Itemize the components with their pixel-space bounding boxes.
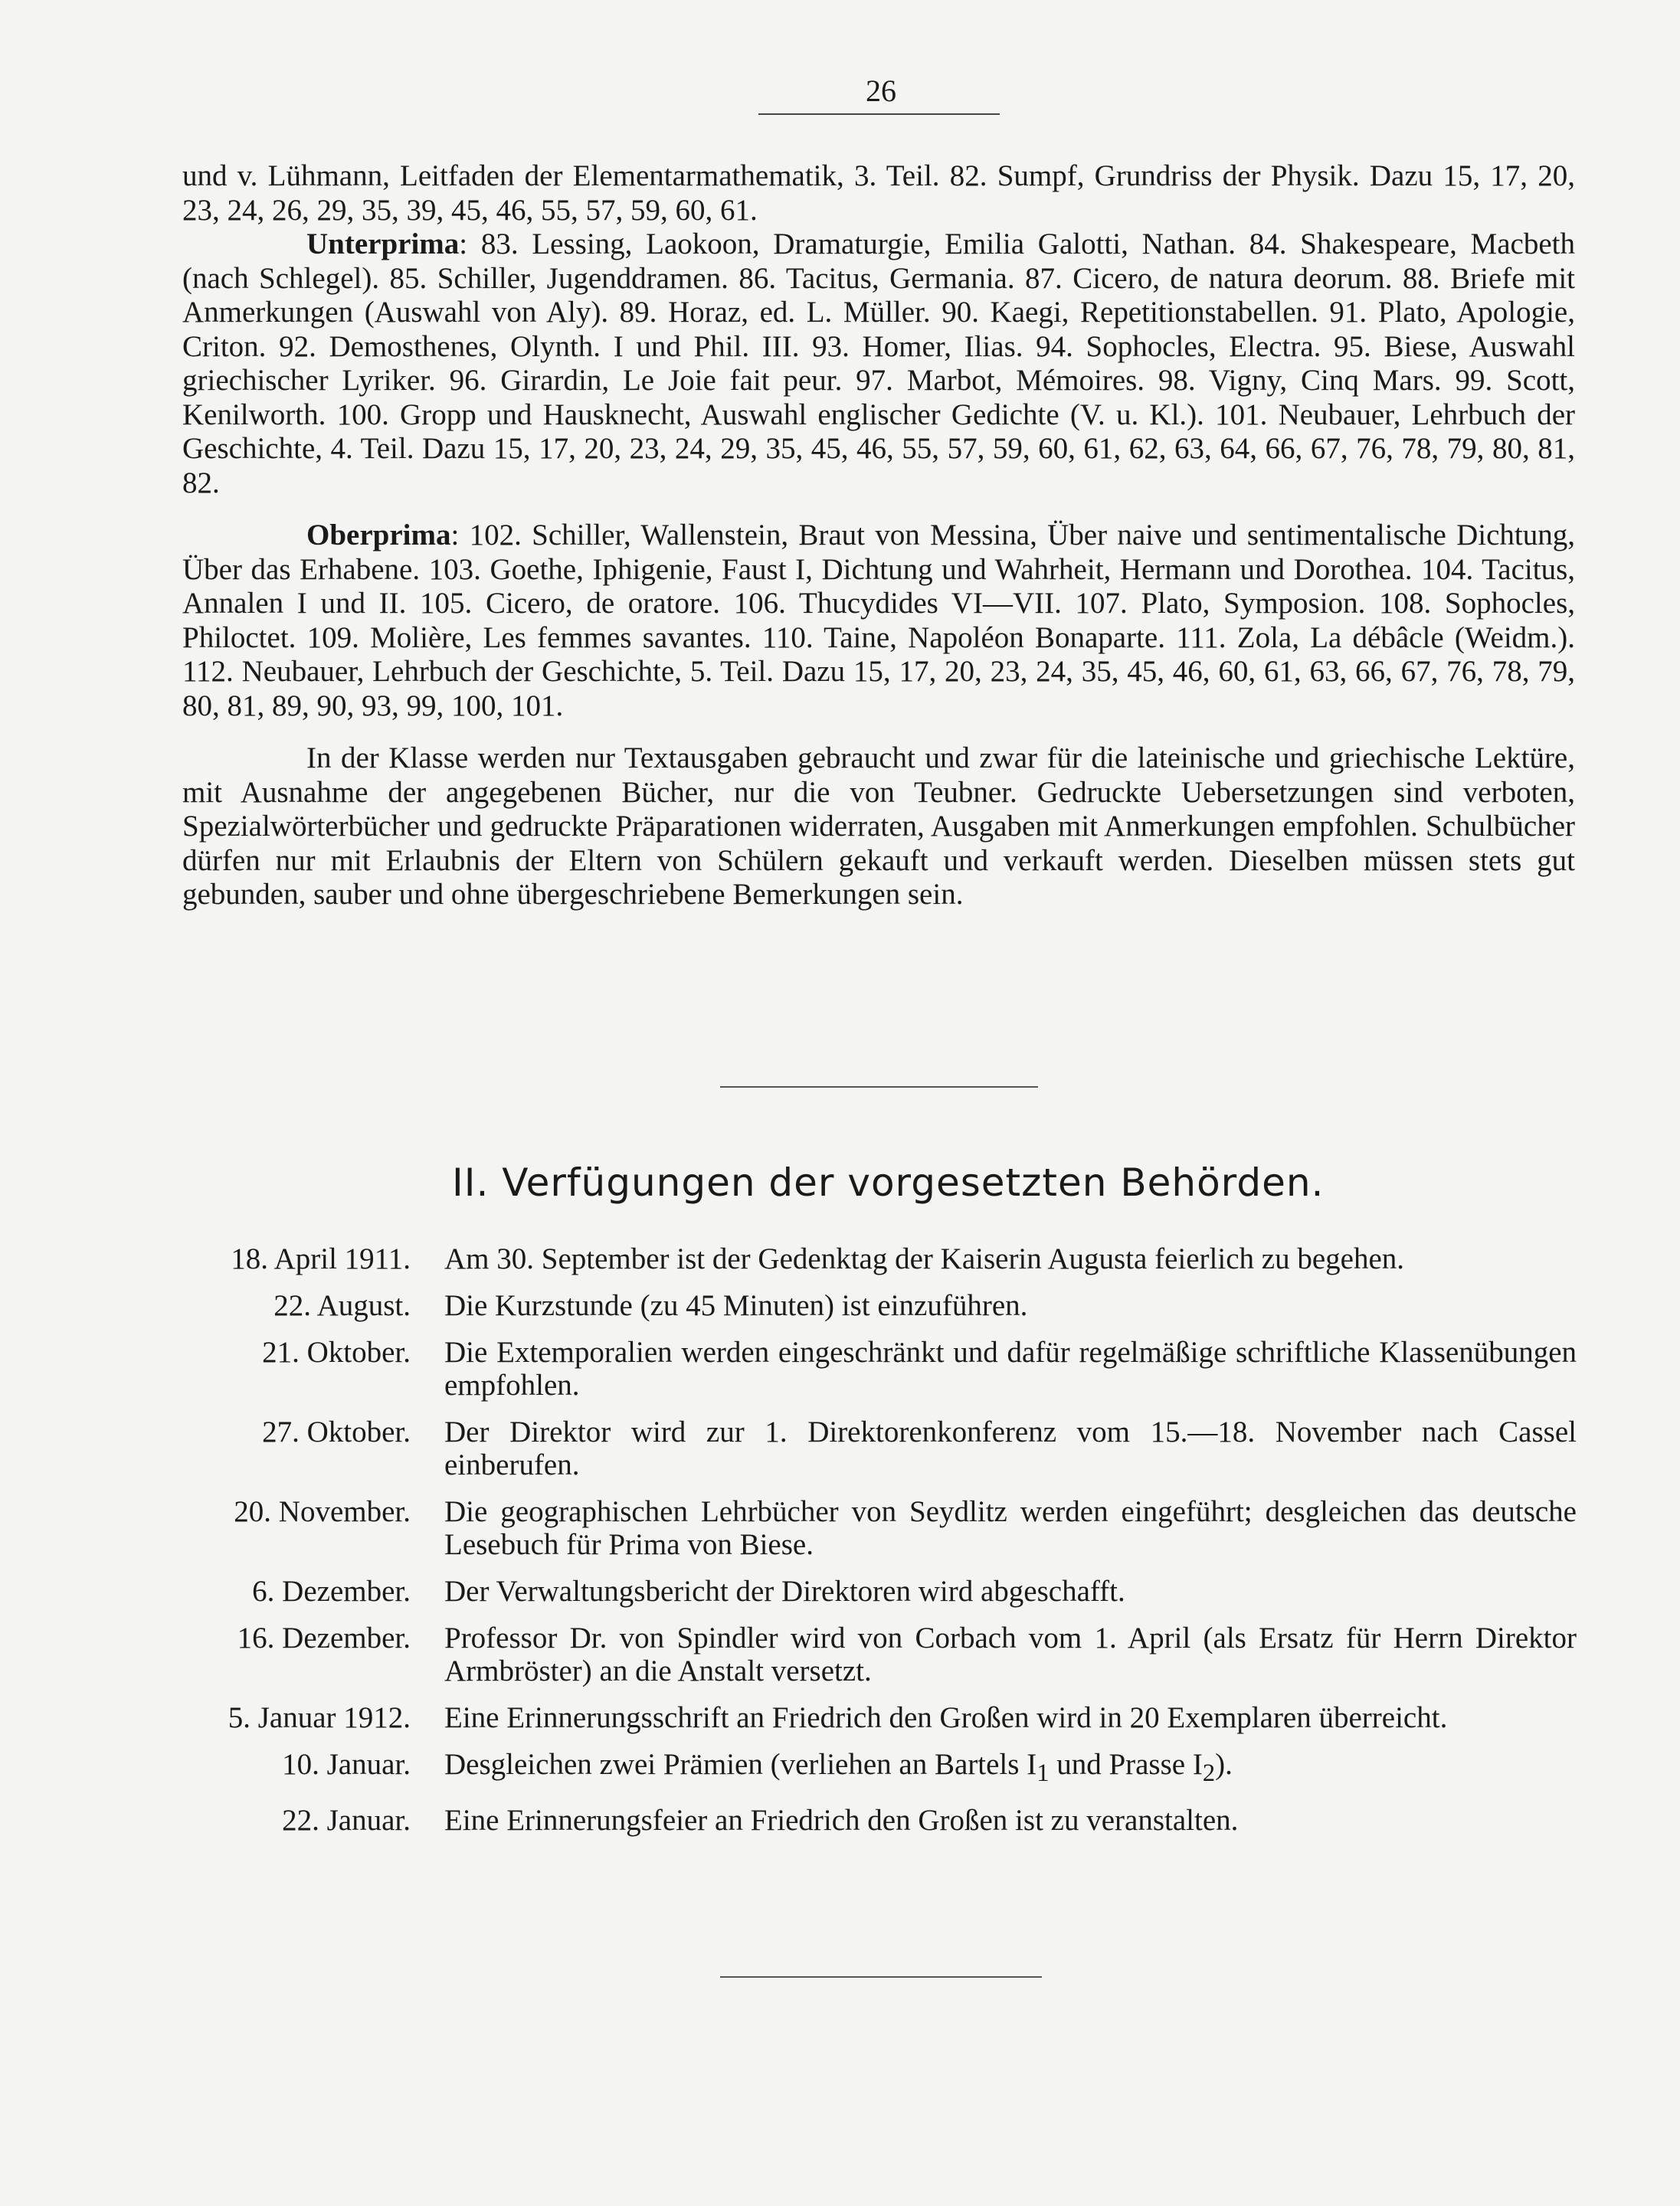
- decree-entry: [175, 1701, 1577, 1734]
- decree-text: Der Direktor wird zur 1. Direktorenkonferenz vom 15.—18. November nach Cassel einberufen.: [444, 1416, 1577, 1481]
- decree-text: Die Kurzstunde (zu 45 Minuten) ist einzuführen.: [444, 1289, 1028, 1322]
- decree-entry: [175, 1748, 1577, 1790]
- decree-date: 6. Dezember.: [252, 1575, 411, 1608]
- section-heading: II. Verfügungen der vorgesetzten Behörden.: [452, 1160, 1325, 1205]
- decree-text-part: Desgleichen zwei Prämien (verliehen an Bartels I: [444, 1748, 1037, 1781]
- decree-text-part: und Prasse I: [1049, 1748, 1203, 1781]
- oberprima-paragraph: [182, 519, 1575, 723]
- decree-date: 22. Januar.: [282, 1803, 411, 1837]
- decree-entry: [175, 1336, 1577, 1402]
- subscript: 2: [1202, 1759, 1216, 1787]
- decree-entry: [175, 1575, 1577, 1608]
- decree-text: [444, 1748, 1577, 1790]
- decree-entry: [175, 1289, 1577, 1322]
- decree-date: 16. Dezember.: [237, 1622, 411, 1655]
- oberprima-label: Oberprima: [306, 519, 451, 552]
- unterprima-label: Unterprima: [306, 227, 460, 260]
- decree-date: 18. April 1911.: [231, 1242, 411, 1275]
- decree-entry: [175, 1804, 1577, 1837]
- decree-text: Eine Erinnerungsfeier an Friedrich den Großen ist zu veranstalten.: [444, 1803, 1239, 1837]
- page-number: 26: [866, 74, 896, 108]
- decree-entry: [175, 1622, 1577, 1687]
- decree-text: Der Verwaltungsbericht der Direktoren wird abgeschafft.: [444, 1575, 1125, 1608]
- decree-text-part: ).: [1215, 1748, 1233, 1781]
- decree-date: 21. Oktober.: [262, 1336, 411, 1369]
- decree-text: Die geographischen Lehrbücher von Seydlitz werden eingeführt; desgleichen das deutsche Lesebuch für Prima von Biese.: [444, 1495, 1577, 1561]
- decree-entry: [175, 1416, 1577, 1481]
- page-number-rule: [758, 113, 1000, 115]
- unterprima-paragraph: [182, 227, 1575, 500]
- lehrbuecher-block: [182, 159, 1575, 912]
- decree-date: 22. August.: [273, 1289, 411, 1322]
- section-divider-bottom: [720, 1976, 1042, 1978]
- section-divider-top: [720, 1086, 1038, 1088]
- decree-date: 10. Januar.: [282, 1748, 411, 1781]
- decree-text: Eine Erinnerungsschrift an Friedrich den Großen wird in 20 Exemplaren überreicht.: [444, 1701, 1448, 1734]
- decree-text: Am 30. September ist der Gedenktag der Kaiserin Augusta feierlich zu begehen.: [444, 1242, 1405, 1275]
- decree-list: [175, 1242, 1577, 1851]
- decree-entry: [175, 1495, 1577, 1561]
- textausgaben-hinweis: In der Klasse werden nur Textausgaben gebraucht und zwar für die lateinische und griechische Lektüre, mit Ausnahme der angegebenen Bücher, nur die von Teubner. Gedruckte Uebersetzungen sind verboten, Spezialwörterbücher und gedruckte Präparationen widerraten, Ausgaben mit Anmerkungen empfohlen. Schulbücher dürfen nur mit Erlaubnis der Eltern von Schülern gekauft und verkauft werden. Dieselben müssen stets gut gebunden, sauber und ohne übergeschriebene Bemerkungen sein.: [182, 741, 1575, 911]
- decree-date: 5. Januar 1912.: [228, 1701, 411, 1734]
- decree-entry: [175, 1242, 1577, 1275]
- lehrbuecher-intro: und v. Lühmann, Leitfaden der Elementarmathematik, 3. Teil. 82. Sumpf, Grundriss der Physik. Dazu 15, 17, 20, 23, 24, 26, 29, 35, 39, 45, 46, 55, 57, 59, 60, 61.: [182, 159, 1575, 227]
- decree-date: 20. November.: [234, 1495, 411, 1528]
- decree-date: 27. Oktober.: [262, 1416, 411, 1448]
- unterprima-text: : 83. Lessing, Laokoon, Dramaturgie, Emilia Galotti, Nathan. 84. Shakespeare, Macbeth (nach Schlegel). 85. Schiller, Jugenddramen. 86. Tacitus, Germania. 87. Cicero, de natura deorum. 88. Briefe mit Anmerkungen (Auswahl von Aly). 89. Horaz, ed. L. Müller. 90. Kaegi, Repetitionstabellen. 91. Plato, Apologie, Criton. 92. Demosthenes, Olynth. I und Phil. III. 93. Homer, Ilias. 94. Sophocles, Electra. 95. Biese, Auswahl griechischer Lyriker. 96. Girardin, Le Joie fait peur. 97. Marbot, Mémoires. 98. Vigny, Cinq Mars. 99. Scott, Kenilworth. 100. Gropp und Hausknecht, Auswahl englischer Gedichte (V. u. Kl.). 101. Neubauer, Lehrbuch der Geschichte, 4. Teil. Dazu 15, 17, 20, 23, 24, 29, 35, 45, 46, 55, 57, 59, 60, 61, 62, 63, 64, 66, 67, 76, 78, 79, 80, 81, 82.: [182, 227, 1575, 499]
- decree-text: Professor Dr. von Spindler wird von Corbach vom 1. April (als Ersatz für Herrn Direktor Armbröster) an die Anstalt versetzt.: [444, 1622, 1577, 1687]
- oberprima-text: : 102. Schiller, Wallenstein, Braut von Messina, Über naive und sentimentalische Dichtung, Über das Erhabene. 103. Goethe, Iphigenie, Faust I, Dichtung und Wahrheit, Hermann und Dorothea. 104. Tacitus, Annalen I und II. 105. Cicero, de oratore. 106. Thucydides VI—VII. 107. Plato, Symposion. 108. Sophocles, Philoctet. 109. Molière, Les femmes savantes. 110. Taine, Napoléon Bonaparte. 111. Zola, La débâcle (Weidm.). 112. Neubauer, Lehrbuch der Geschichte, 5. Teil. Dazu 15, 17, 20, 23, 24, 35, 45, 46, 60, 61, 63, 66, 67, 76, 78, 79, 80, 81, 89, 90, 93, 99, 100, 101.: [182, 519, 1575, 722]
- decree-text: Die Extemporalien werden eingeschränkt und dafür regelmäßige schriftliche Klassenübungen empfohlen.: [444, 1336, 1577, 1402]
- subscript: 1: [1036, 1759, 1050, 1787]
